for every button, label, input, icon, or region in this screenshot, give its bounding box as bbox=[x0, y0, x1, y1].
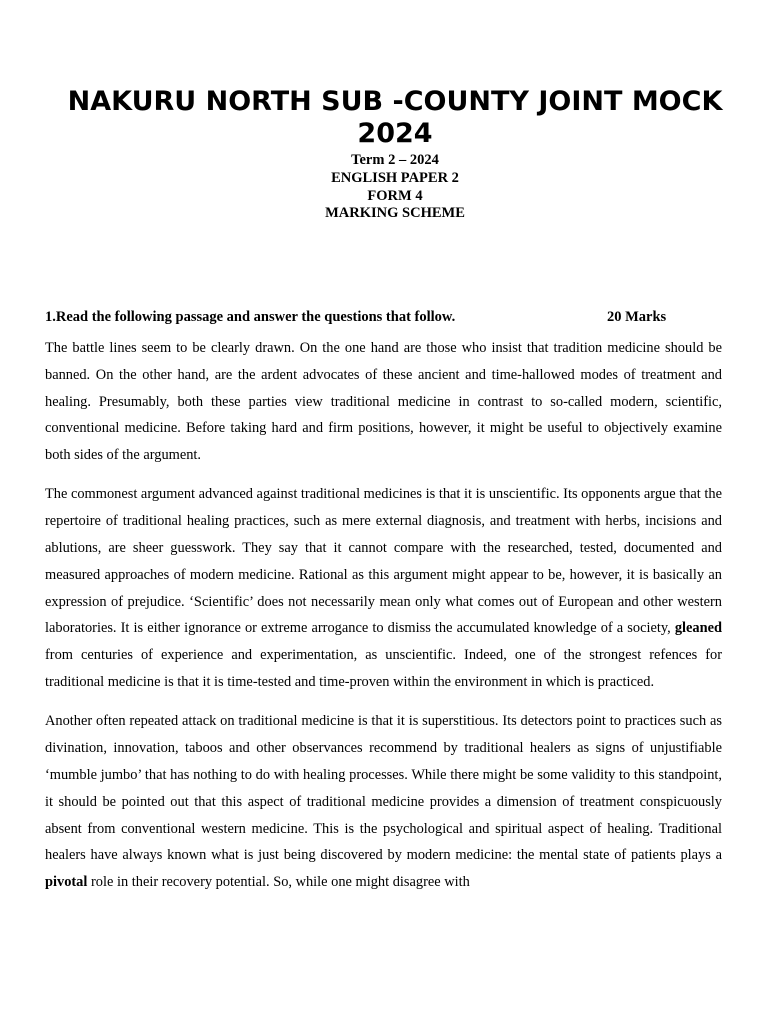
paragraph-2-text-end: from centuries of experience and experimentation, as unscientific. Indeed, one of the strongest refences for traditional medicine is that it is time-tested and time-proven within the environment in which is practiced. bbox=[45, 647, 722, 691]
bold-word-gleaned: gleaned bbox=[674, 620, 722, 637]
paragraph-3 bbox=[45, 708, 722, 896]
paragraph-3-text-end: role in their recovery potential. So, while one might disagree with bbox=[87, 874, 470, 891]
question-marks: 20 Marks bbox=[607, 309, 667, 325]
form-line: FORM 4 bbox=[367, 187, 423, 204]
passage bbox=[45, 335, 722, 908]
bold-word-pivotal: pivotal bbox=[45, 874, 88, 891]
paper-line: ENGLISH PAPER 2 bbox=[331, 169, 459, 186]
question-heading bbox=[45, 308, 725, 326]
paragraph-1 bbox=[45, 335, 722, 469]
marking-scheme-line: MARKING SCHEME bbox=[325, 205, 465, 222]
subtitle-block bbox=[40, 152, 750, 223]
paragraph-3-text-start: Another often repeated attack on traditional medicine is that it is superstitious. Its detectors point to practices such as divination, innovation, taboos and other observances recommend by traditional healers as signs of unjustifiable ‘mumble jumbo’ that has nothing to do with healing processes. While there might be some validity to this standpoint, it should be pointed out that this aspect of traditional medicine provides a dimension of treatment conspicuously absent from conventional western medicine. This is the psychological and spiritual aspect of healing. Traditional healers have always known what is just being discovered by modern medicine: the mental state of patients plays a bbox=[45, 713, 722, 864]
question-instruction: 1.Read the following passage and answer the questions that follow. bbox=[45, 309, 456, 325]
paragraph-2-text-start: The commonest argument advanced against traditional medicines is that it is unscientific. Its opponents argue that the repertoire of traditional healing practices, such as mere external diagnosis, and treatment with herbs, incisions and ablutions, are sheer guesswork. They say that it cannot compare with the researched, tested, documented and measured approaches of modern medicine. Rational as this argument might appear to be, however, it is basically an expression of prejudice. ‘Scientific’ does not necessarily mean only what comes out of European and other western laboratories. It is either ignorance or extreme arrogance to dismiss the accumulated knowledge of a society, bbox=[45, 486, 722, 637]
paragraph-1-text: The battle lines seem to be clearly drawn. On the one hand are those who insist that tradition medicine should be banned. On the other hand, are the ardent advocates of these ancient and time-hallowed modes of treatment and healing. Presumably, both these parties view traditional medicine in contrast to so-called modern, scientific, conventional medicine. Before taking hard and firm positions, however, it might be useful to objectively examine both sides of the argument. bbox=[45, 340, 722, 464]
paragraph-2 bbox=[45, 481, 722, 695]
document-title: NAKURU NORTH SUB -COUNTY JOINT MOCK 2024 bbox=[67, 86, 723, 149]
term-line: Term 2 – 2024 bbox=[351, 152, 439, 168]
